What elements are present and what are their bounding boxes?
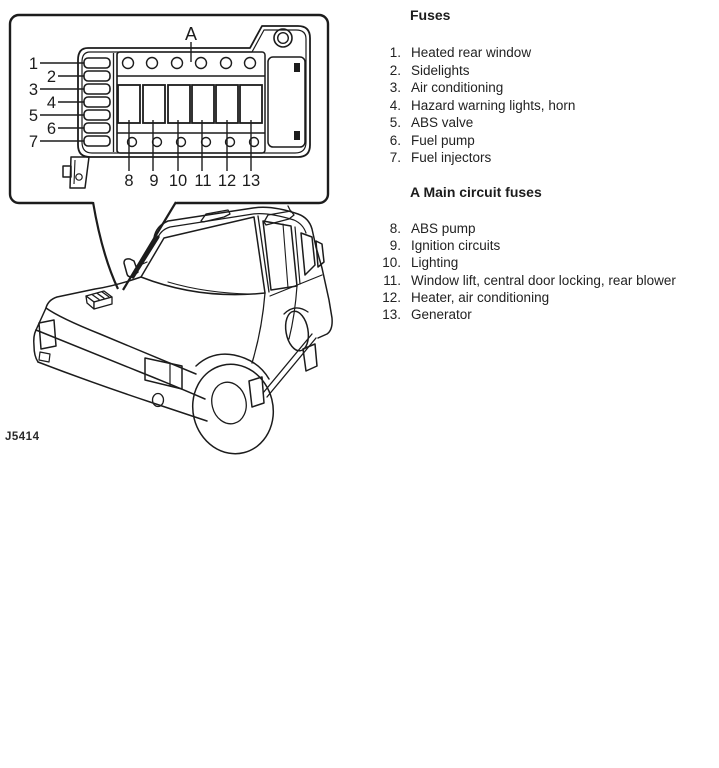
vehicle-illustration <box>34 206 332 462</box>
item-marker: 1. <box>389 45 401 60</box>
main-fuse-11 <box>192 85 214 123</box>
fuses-heading: Fuses <box>410 7 451 23</box>
fuse-number-label-3: 3 <box>28 81 38 99</box>
main-circuit-list <box>379 220 717 323</box>
front-tire <box>183 356 282 463</box>
item-label: Air conditioning <box>411 80 504 95</box>
item-marker: 3. <box>389 80 401 95</box>
main-fuse-13 <box>240 85 262 123</box>
rear-quarter-window <box>301 233 315 275</box>
fusebox-location-marker <box>86 291 112 309</box>
legend-item <box>379 79 717 97</box>
panel-screw-inner <box>278 33 289 44</box>
item-label: Lighting <box>411 255 459 271</box>
small-fuse-1 <box>84 58 110 68</box>
small-fuse-2 <box>84 71 110 81</box>
compartment-clip-top <box>294 63 300 72</box>
legend-item <box>379 289 717 306</box>
panel-screw-outer <box>274 29 292 47</box>
callout-letter-label: A <box>185 24 198 44</box>
fuse-number-label-11: 11 <box>194 172 212 190</box>
right-headlight-cluster <box>145 358 182 389</box>
small-fuse-7 <box>84 136 110 146</box>
item-label: Heated rear window <box>411 45 532 60</box>
item-label: Ignition circuits <box>411 238 501 254</box>
front-door-window <box>263 221 297 290</box>
item-marker: 9. <box>389 238 401 254</box>
front-mudflap <box>249 377 264 407</box>
fuse-number-label-12: 12 <box>217 172 237 190</box>
bumper-left-cap <box>34 330 38 362</box>
small-fuse-5 <box>84 110 110 120</box>
legend-item <box>379 132 717 150</box>
fender-door-seam <box>252 293 265 363</box>
small-fuse-3 <box>84 84 110 94</box>
legend-item <box>379 306 717 323</box>
main-fuses <box>118 85 262 123</box>
item-label: ABS pump <box>411 221 476 236</box>
main-fuse-9 <box>143 85 165 123</box>
small-fuses <box>84 58 110 146</box>
fuse-number-label-13: 13 <box>241 172 261 190</box>
legend-item <box>379 44 717 62</box>
main-circuit-heading: A Main circuit fuses <box>410 184 542 200</box>
legend-item <box>379 254 717 271</box>
rear-tire <box>283 309 312 352</box>
item-marker: 7. <box>389 150 401 165</box>
fuse-number-label-8: 8 <box>124 172 134 190</box>
main-fuse-10 <box>168 85 190 123</box>
item-label: ABS valve <box>411 115 474 130</box>
item-marker: 6. <box>389 132 401 148</box>
small-fuse-4 <box>84 97 110 107</box>
item-marker: 4. <box>389 97 401 113</box>
main-fuse-8 <box>118 85 140 123</box>
legend-item <box>379 220 717 237</box>
rear-mudflap <box>303 344 317 371</box>
fuse-diagram-figure <box>0 0 380 470</box>
front-corner-edge <box>36 308 46 330</box>
small-fuse-6 <box>84 123 110 133</box>
left-marker-light <box>39 352 50 362</box>
item-label: Fuel pump <box>411 132 475 148</box>
item-marker: 2. <box>389 62 401 78</box>
callout-tail-gap <box>92 199 178 291</box>
fuses-list <box>379 44 717 167</box>
item-marker: 8. <box>389 221 401 236</box>
mounting-bracket <box>63 157 89 188</box>
legend-item <box>379 272 717 289</box>
item-label: Generator <box>411 306 472 322</box>
item-marker: 13. <box>382 306 401 322</box>
figure-caption: J5414 <box>5 431 40 443</box>
fuse-number-label-6: 6 <box>46 120 56 138</box>
item-marker: 10. <box>382 255 401 271</box>
fuse-number-label-5: 5 <box>28 107 38 125</box>
fuse-number-label-1: 1 <box>28 55 38 73</box>
item-label: Sidelights <box>411 62 470 78</box>
panel-outer-shell <box>78 26 310 157</box>
window-divider <box>283 224 288 288</box>
fuse-number-label-10: 10 <box>168 172 188 190</box>
fuse-number-label-2: 2 <box>46 68 56 86</box>
fuse-number-label-4: 4 <box>46 94 56 112</box>
compartment-clip-bottom <box>294 131 300 140</box>
wiper <box>168 282 250 294</box>
item-label: Fuel injectors <box>411 150 492 165</box>
main-fuse-12 <box>216 85 238 123</box>
legend-item <box>379 62 717 80</box>
legend-item <box>379 97 717 115</box>
legend-item <box>379 237 717 254</box>
front-wheel-rim <box>207 379 250 428</box>
item-label: Heater, air conditioning <box>411 289 550 305</box>
leader-lines <box>40 42 251 171</box>
item-marker: 11. <box>383 272 401 288</box>
item-label: Hazard warning lights, horn <box>411 97 576 113</box>
item-marker: 5. <box>389 115 401 130</box>
legend-item <box>379 114 717 132</box>
fuse-number-label-7: 7 <box>28 133 38 151</box>
fuse-number-label-9: 9 <box>149 172 159 190</box>
item-marker: 12. <box>382 289 401 305</box>
legend-item <box>379 149 717 167</box>
item-label: Window lift, central door locking, rear blower <box>411 272 676 288</box>
